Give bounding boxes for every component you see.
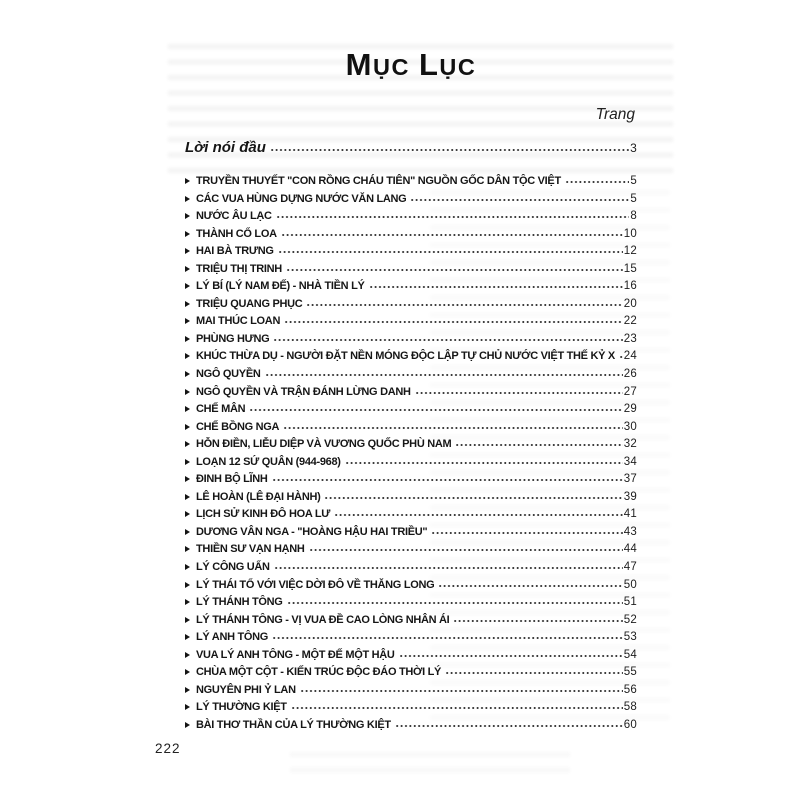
- toc-entry-page-number: 22: [623, 315, 637, 328]
- triangle-bullet-icon: [185, 634, 190, 640]
- dot-leader: [305, 303, 622, 307]
- dot-leader: [299, 689, 623, 693]
- triangle-bullet-icon: [185, 389, 190, 395]
- triangle-bullet-icon: [185, 494, 190, 500]
- title-part: LỤC: [418, 47, 477, 82]
- toc-entry-title: PHÙNG HƯNG: [196, 332, 270, 345]
- toc-entry: [185, 524, 637, 542]
- toc-entry-page-number: 26: [623, 368, 637, 381]
- triangle-bullet-icon: [185, 178, 190, 184]
- dot-leader: [275, 215, 630, 219]
- toc-entry-title: DƯƠNG VÂN NGA - "HOÀNG HẬU HAI TRIỀU": [196, 525, 428, 538]
- toc-entry-page-number: 20: [623, 297, 637, 310]
- page-title: [185, 46, 637, 86]
- toc-entry-title: NGÔ QUYỀN VÀ TRẬN ĐÁNH LỪNG DANH: [196, 385, 411, 398]
- triangle-bullet-icon: [185, 318, 190, 324]
- toc-entry-page-number: 41: [623, 508, 637, 521]
- toc-entry-page-number: 34: [623, 455, 637, 468]
- dot-leader: [308, 548, 623, 552]
- toc-entry-page-number: 24: [623, 350, 637, 363]
- toc-entry-title: NƯỚC ÂU LẠC: [196, 210, 272, 223]
- page-column-header: Trang: [595, 106, 635, 123]
- dot-leader: [409, 198, 629, 202]
- toc-entry-title: TRUYỀN THUYẾT "CON RỒNG CHÁU TIÊN" NGUỒN GỐC DÂN TỘC VIỆT: [196, 175, 561, 187]
- toc-entry-title: LÝ THÁNH TÔNG: [196, 596, 283, 609]
- triangle-bullet-icon: [185, 687, 190, 693]
- toc-entry-page-number: 27: [623, 385, 637, 398]
- toc-entry-page-number: 52: [623, 613, 637, 626]
- toc-entry-title: THÀNH CỔ LOA: [196, 227, 277, 240]
- toc-entry-page-number: 32: [623, 438, 637, 451]
- toc-list: [185, 173, 637, 735]
- toc-entry-page-number: 53: [623, 631, 637, 644]
- toc-entry: [185, 454, 637, 472]
- toc-entry-page-number: 29: [623, 403, 637, 416]
- dot-leader: [282, 426, 623, 430]
- triangle-bullet-icon: [185, 283, 190, 289]
- toc-entry: [185, 682, 637, 700]
- toc-entry-page-number: 5: [630, 192, 637, 205]
- toc-entry: [185, 173, 637, 191]
- dot-leader: [273, 566, 623, 570]
- dot-leader: [283, 320, 623, 324]
- toc-entry: [185, 489, 637, 507]
- toc-entry-title: CHẾ BỒNG NGA: [196, 420, 280, 433]
- dot-leader: [444, 671, 623, 675]
- toc-entry-title: CHÙA MỘT CỘT - KIẾN TRÚC ĐỘC ĐÁO THỜI LÝ: [196, 666, 442, 679]
- triangle-bullet-icon: [185, 266, 190, 272]
- triangle-bullet-icon: [185, 196, 190, 202]
- title-part: MỤC: [345, 47, 410, 82]
- bleed-through-artifact: [290, 752, 570, 776]
- dot-leader: [394, 724, 623, 728]
- toc-entry-page-number: 47: [623, 561, 637, 574]
- triangle-bullet-icon: [185, 424, 190, 430]
- triangle-bullet-icon: [185, 336, 190, 342]
- dot-leader: [269, 148, 629, 152]
- dot-leader: [272, 338, 622, 342]
- toc-entry-page-number: 43: [623, 525, 637, 538]
- triangle-bullet-icon: [185, 652, 190, 658]
- toc-entry-page-number: 16: [623, 280, 637, 293]
- dot-leader: [286, 601, 623, 605]
- toc-entry: [185, 699, 637, 717]
- toc-entry-title: TRIỆU THỊ TRINH: [196, 262, 282, 275]
- toc-entry: [185, 612, 637, 630]
- toc-entry-title: LỊCH SỬ KINH ĐÔ HOA LƯ: [196, 508, 331, 521]
- toc-entry-title: THIỀN SƯ VẠN HẠNH: [196, 543, 305, 556]
- toc-entry-page-number: 10: [623, 227, 637, 240]
- triangle-bullet-icon: [185, 231, 190, 237]
- triangle-bullet-icon: [185, 213, 190, 219]
- triangle-bullet-icon: [185, 617, 190, 623]
- toc-entry: [185, 717, 637, 735]
- dot-leader: [271, 478, 623, 482]
- toc-entry: [185, 296, 637, 314]
- toc-entry-title: LOẠN 12 SỨ QUÂN (944-968): [196, 455, 341, 468]
- foreword-row: [185, 138, 637, 158]
- toc-entry-page-number: 50: [623, 578, 637, 591]
- toc-entry: [185, 331, 637, 349]
- toc-entry-title: VUA LÝ ANH TÔNG - MỘT ĐẾ MỘT HẬU: [196, 648, 395, 661]
- toc-entry-page-number: 51: [623, 596, 637, 609]
- toc-entry-page-number: 44: [623, 543, 637, 556]
- toc-entry: [185, 313, 637, 331]
- toc-entry: [185, 366, 637, 384]
- triangle-bullet-icon: [185, 599, 190, 605]
- triangle-bullet-icon: [185, 353, 190, 359]
- toc-entry-page-number: 56: [623, 683, 637, 696]
- toc-entry-title: LÝ THÁNH TÔNG - VỊ VUA ĐỀ CAO LÒNG NHÂN ÁI: [196, 613, 450, 626]
- toc-entry: [185, 594, 637, 612]
- dot-leader: [323, 496, 622, 500]
- toc-entry: [185, 243, 637, 261]
- triangle-bullet-icon: [185, 582, 190, 588]
- dot-leader: [344, 461, 623, 465]
- triangle-bullet-icon: [185, 669, 190, 675]
- dot-leader: [430, 531, 622, 535]
- dot-leader: [437, 584, 622, 588]
- toc-entry-title: HAI BÀ TRƯNG: [196, 245, 274, 258]
- toc-entry-page-number: 8: [630, 210, 637, 223]
- dot-leader: [618, 355, 623, 359]
- toc-entry-page-number: 23: [623, 332, 637, 345]
- toc-entry-title: LÝ ANH TÔNG: [196, 631, 269, 644]
- toc-entry-title: LÝ THÁI TỔ VỚI VIỆC DỜI ĐÔ VỀ THĂNG LONG: [196, 578, 435, 591]
- dot-leader: [290, 706, 623, 710]
- triangle-bullet-icon: [185, 441, 190, 447]
- toc-entry: [185, 226, 637, 244]
- toc-entry-title: CHẾ MÂN: [196, 403, 246, 416]
- toc-entry-page-number: 15: [623, 262, 637, 275]
- dot-leader: [398, 654, 623, 658]
- toc-entry-page-number: 60: [623, 718, 637, 731]
- toc-entry-page-number: 30: [623, 420, 637, 433]
- triangle-bullet-icon: [185, 371, 190, 377]
- triangle-bullet-icon: [185, 529, 190, 535]
- toc-entry-title: NGUYÊN PHI Ỷ LAN: [196, 683, 296, 696]
- toc-entry-page-number: 39: [623, 490, 637, 503]
- toc-entry-title: TRIỆU QUANG PHỤC: [196, 297, 303, 310]
- dot-leader: [564, 180, 629, 184]
- toc-entry: [185, 664, 637, 682]
- toc-entry: [185, 384, 637, 402]
- dot-leader: [414, 391, 623, 395]
- toc-entry-title: CÁC VUA HÙNG DỰNG NƯỚC VĂN LANG: [196, 192, 407, 205]
- foreword-page-number: 3: [630, 141, 637, 155]
- dot-leader: [333, 513, 623, 517]
- toc-entry: [185, 261, 637, 279]
- triangle-bullet-icon: [185, 459, 190, 465]
- toc-entry-title: LÝ CÔNG UẨN: [196, 561, 270, 574]
- toc-entry: [185, 629, 637, 647]
- triangle-bullet-icon: [185, 704, 190, 710]
- toc-entry-page-number: 5: [630, 175, 637, 187]
- dot-leader: [280, 233, 623, 237]
- dot-leader: [285, 268, 623, 272]
- dot-leader: [454, 443, 622, 447]
- toc-entry: [185, 559, 637, 577]
- toc-entry: [185, 419, 637, 437]
- page-number: 222: [155, 741, 181, 756]
- dot-leader: [271, 636, 623, 640]
- triangle-bullet-icon: [185, 248, 190, 254]
- dot-leader: [248, 408, 623, 412]
- toc-entry-page-number: 12: [623, 245, 637, 258]
- toc-entry: [185, 401, 637, 419]
- toc-entry-title: LÊ HOÀN (LÊ ĐẠI HÀNH): [196, 490, 321, 503]
- toc-entry: [185, 436, 637, 454]
- toc-entry: [185, 506, 637, 524]
- toc-entry-title: BÀI THƠ THẦN CỦA LÝ THƯỜNG KIỆT: [196, 718, 391, 731]
- toc-entry-title: ĐINH BỘ LĨNH: [196, 473, 268, 486]
- toc-entry: [185, 471, 637, 489]
- toc-entry: [185, 647, 637, 665]
- toc-entry-title: HỖN ĐIỀN, LIỄU DIỆP VÀ VƯƠNG QUỐC PHÙ NAM: [196, 438, 452, 451]
- triangle-bullet-icon: [185, 722, 190, 728]
- dot-leader: [277, 250, 623, 254]
- toc-entry-title: LÝ BÍ (LÝ NAM ĐẾ) - NHÀ TIỀN LÝ: [196, 280, 365, 293]
- toc-entry-page-number: 54: [623, 648, 637, 661]
- toc-entry-page-number: 37: [623, 473, 637, 486]
- toc-entry: [185, 577, 637, 595]
- triangle-bullet-icon: [185, 564, 190, 570]
- toc-entry: [185, 208, 637, 226]
- toc-entry-title: MAI THÚC LOAN: [196, 315, 281, 328]
- toc-entry: [185, 541, 637, 559]
- triangle-bullet-icon: [185, 301, 190, 307]
- toc-entry-title: NGÔ QUYỀN: [196, 368, 261, 381]
- triangle-bullet-icon: [185, 476, 190, 482]
- toc-entry: [185, 191, 637, 209]
- foreword-label: Lời nói đầu: [185, 139, 266, 156]
- dot-leader: [452, 619, 622, 623]
- triangle-bullet-icon: [185, 511, 190, 517]
- triangle-bullet-icon: [185, 546, 190, 552]
- toc-entry-page-number: 55: [623, 666, 637, 679]
- toc-entry: [185, 278, 637, 296]
- toc-entry-title: LÝ THƯỜNG KIỆT: [196, 701, 287, 714]
- dot-leader: [264, 373, 623, 377]
- toc-entry-page-number: 58: [623, 701, 637, 714]
- toc-entry: [185, 348, 637, 366]
- dot-leader: [368, 285, 623, 289]
- toc-entry-title: KHÚC THỪA DỤ - NGƯỜI ĐẶT NỀN MÓNG ĐỘC LẬP TỰ CHỦ NƯỚC VIỆT THẾ KỶ X: [196, 350, 615, 363]
- triangle-bullet-icon: [185, 406, 190, 412]
